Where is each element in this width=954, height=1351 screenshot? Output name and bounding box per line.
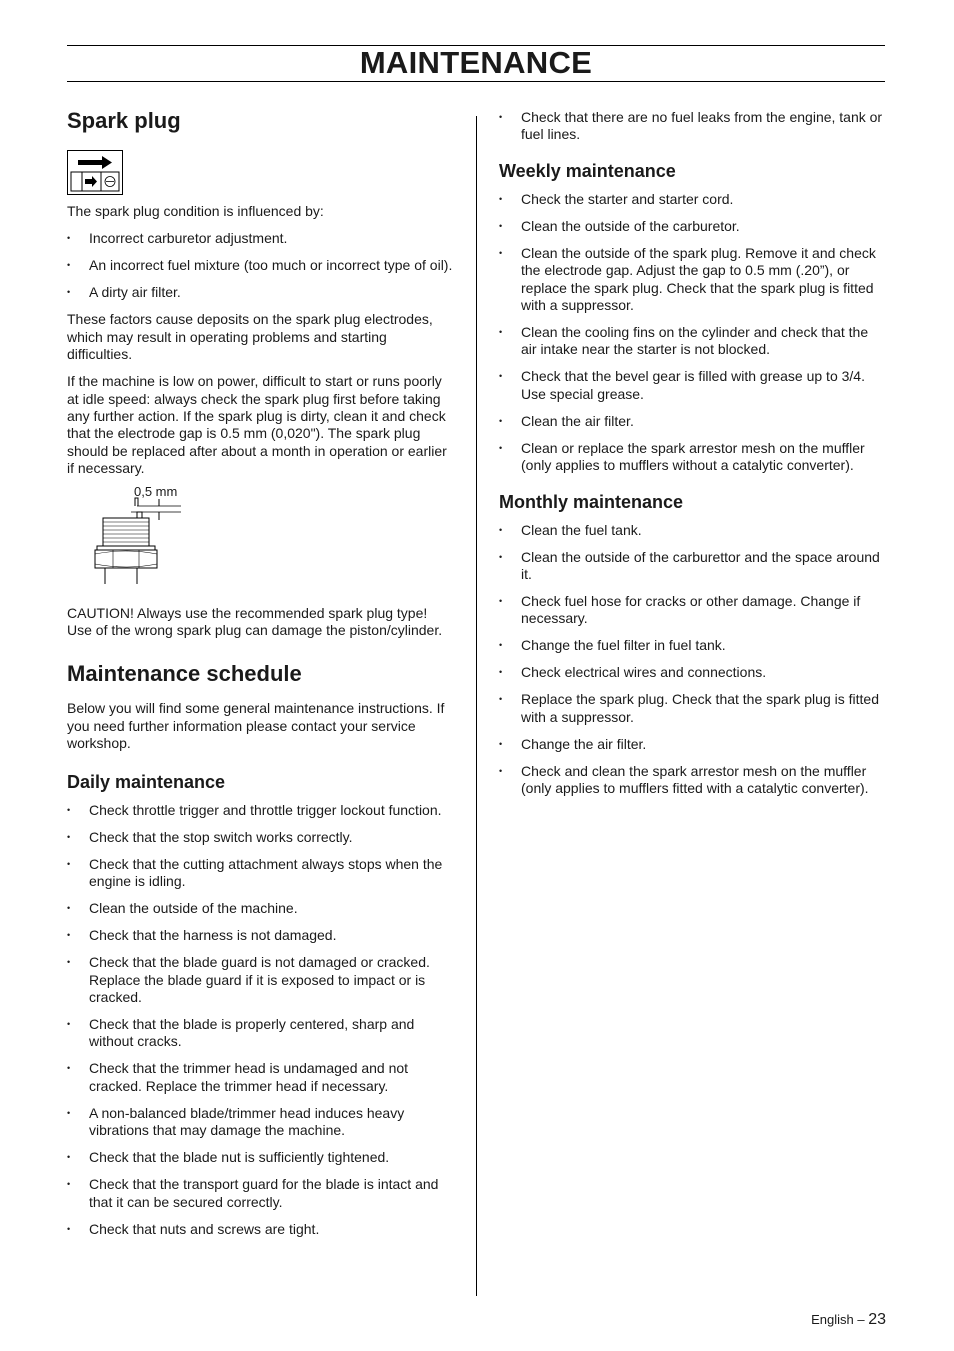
list-item: • Clean the cooling fins on the cylinder and check that the air intake near the starter is not blocked. bbox=[499, 324, 885, 359]
spark-plug-diagram bbox=[91, 484, 231, 599]
weekly-maintenance-list bbox=[499, 191, 885, 475]
list-item: • An incorrect fuel mixture (too much or incorrect type of oil). bbox=[67, 257, 455, 274]
arrow-pointer-icon bbox=[68, 151, 122, 194]
list-item: • Check that the trimmer head is undamaged and not cracked. Replace the trimmer head if necessary. bbox=[67, 1060, 455, 1095]
column-divider bbox=[476, 116, 477, 1296]
list-item: • Clean the outside of the spark plug. Remove it and check the electrode gap. Adjust the gap to 0.5 mm (.20”), or replace the spark plug. Check that the spark plug is fitted with a suppressor. bbox=[499, 245, 885, 315]
monthly-maintenance-heading: Monthly maintenance bbox=[499, 491, 684, 512]
list-item: • Check that the cutting attachment always stops when the engine is idling. bbox=[67, 856, 455, 891]
list-item: • Check that nuts and screws are tight. bbox=[67, 1221, 455, 1238]
list-item: • Check that the blade guard is not damaged or cracked. Replace the blade guard if it is exposed to impact or is cracked. bbox=[67, 954, 455, 1006]
list-item: • Check that there are no fuel leaks from the engine, tank or fuel lines. bbox=[499, 109, 885, 144]
page-title: MAINTENANCE bbox=[359, 45, 593, 80]
list-item: • Check the starter and starter cord. bbox=[499, 191, 885, 208]
maintenance-pictogram-icon bbox=[67, 150, 123, 195]
right-column bbox=[499, 109, 885, 807]
footer-language: English bbox=[811, 1312, 854, 1327]
spark-plug-deposits-text: These factors cause deposits on the spark plug electrodes, which may result in operating problems and starting difficulties. bbox=[67, 311, 433, 363]
page-footer bbox=[811, 1311, 886, 1329]
footer-dash: – bbox=[857, 1312, 865, 1327]
list-item: • Change the fuel filter in fuel tank. bbox=[499, 637, 885, 654]
list-item: • Check throttle trigger and throttle trigger lockout function. bbox=[67, 802, 455, 819]
list-item: • Clean the outside of the carburetor. bbox=[499, 218, 885, 235]
spark-plug-caution: CAUTION! Always use the recommended spark plug type! Use of the wrong spark plug can damage the piston/cylinder. bbox=[67, 604, 443, 639]
gap-label: 0,5 mm bbox=[134, 483, 178, 499]
maintenance-schedule-heading: Maintenance schedule bbox=[67, 661, 302, 687]
list-item: • Check that the transport guard for the blade is intact and that it can be secured correctly. bbox=[67, 1176, 455, 1211]
left-column bbox=[67, 106, 455, 1248]
list-item: • A non-balanced blade/trimmer head induces heavy vibrations that may damage the machine. bbox=[67, 1105, 455, 1140]
list-item: • Check electrical wires and connections. bbox=[499, 664, 885, 681]
spark-plug-intro: The spark plug condition is influenced by: bbox=[67, 203, 324, 219]
list-item: • Clean the outside of the machine. bbox=[67, 900, 455, 917]
list-item: • Check that the bevel gear is filled with grease up to 3/4. Use special grease. bbox=[499, 368, 885, 403]
list-item: • Check that the blade is properly centered, sharp and without cracks. bbox=[67, 1016, 455, 1051]
list-item: • Check that the blade nut is sufficiently tightened. bbox=[67, 1149, 455, 1166]
title-rule bbox=[67, 81, 885, 82]
daily-maintenance-list bbox=[67, 802, 455, 1238]
list-item: • Replace the spark plug. Check that the spark plug is fitted with a suppressor. bbox=[499, 691, 885, 726]
daily-maintenance-continued-list bbox=[499, 109, 885, 144]
list-item: • Check that the harness is not damaged. bbox=[67, 927, 455, 944]
list-item: • Clean the outside of the carburettor and the space around it. bbox=[499, 549, 885, 584]
list-item: • Clean the fuel tank. bbox=[499, 522, 885, 539]
list-item: • Check and clean the spark arrestor mesh on the muffler (only applies to mufflers fitted with a catalytic converter). bbox=[499, 763, 885, 798]
list-item: • A dirty air filter. bbox=[67, 284, 455, 301]
weekly-maintenance-heading: Weekly maintenance bbox=[499, 160, 676, 181]
list-item: • Clean or replace the spark arrestor mesh on the muffler (only applies to mufflers without a catalytic converter). bbox=[499, 440, 885, 475]
page-number: 23 bbox=[868, 1311, 886, 1328]
list-item: • Change the air filter. bbox=[499, 736, 885, 753]
spark-plug-causes-list bbox=[67, 230, 455, 301]
list-item: • Check fuel hose for cracks or other damage. Change if necessary. bbox=[499, 593, 885, 628]
list-item: • Incorrect carburetor adjustment. bbox=[67, 230, 455, 247]
spark-plug-figure bbox=[91, 484, 231, 599]
maintenance-schedule-intro: Below you will find some general maintenance instructions. If you need further information please contact your service workshop. bbox=[67, 700, 445, 752]
spark-plug-check-text: If the machine is low on power, difficult to start or runs poorly at idle speed: always check the spark plug first before taking any further action. If the spark plug is dirty, clean it and check that the electrode gap is 0.5 mm (0,020"). The spark plug should be replaced after about a month in operation or earlier if necessary. bbox=[67, 373, 447, 477]
list-item: • Check that the stop switch works correctly. bbox=[67, 829, 455, 846]
daily-maintenance-heading: Daily maintenance bbox=[67, 771, 226, 792]
spark-plug-heading: Spark plug bbox=[67, 108, 181, 133]
monthly-maintenance-list bbox=[499, 522, 885, 798]
list-item: • Clean the air filter. bbox=[499, 413, 885, 430]
